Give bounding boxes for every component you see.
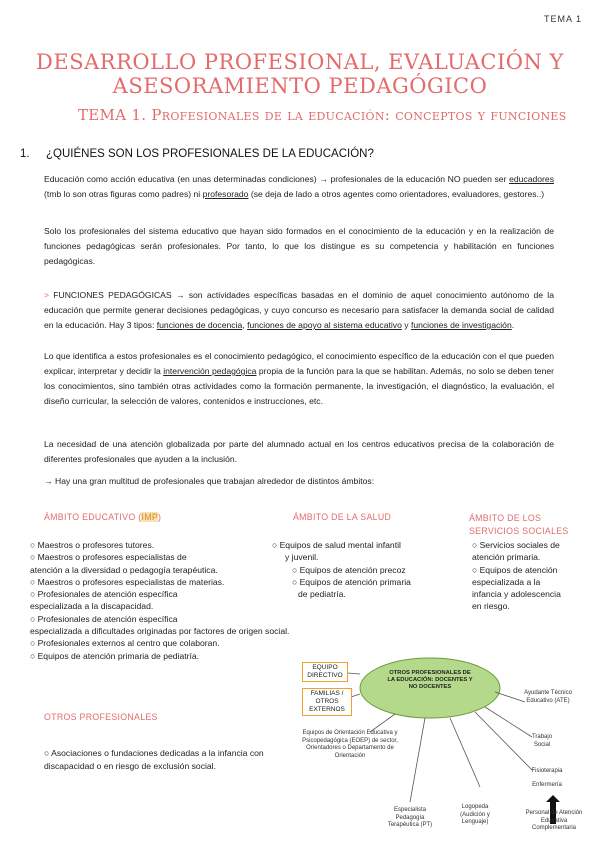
diagram-al: Logopeda (Audición y Lenguaje) [460,804,490,825]
list-item: ○ Maestros o profesores especialistas de materias. [30,576,225,587]
diagram-personal-complementario: Personal de Atención Educativa Complementaria [525,810,583,831]
paragraph-2: Solo los profesionales del sistema educativo que hayan sido formados en el conocimiento de la educación y en la realización de funciones pedagógicas serán profesionales. Por tanto, lo que los distingue es su competencia y habilitación en funciones pedagógicas. [44,226,554,266]
section-number: 1. [20,148,30,160]
otros-text: ○ Asociaciones o fundaciones dedicadas a la infancia con discapacidad o en riesgo de exclusión social. [44,748,264,771]
list-item: ○ Equipos de atención [472,564,558,575]
diagram-fisioterapia: Fisioterapia [531,768,563,774]
diagram-center: OTROS PROFESIONALES DE LA EDUCACIÓN: DOCENTES Y NO DOCENTES [387,670,473,690]
list-item: ○ Profesionales de atención específica [30,613,178,624]
ambito-social-heading: ÁMBITO DE LOS SERVICIOS SOCIALES [469,513,569,536]
diagram-trabajo-social: Trabajo Social [531,734,553,748]
list-item: especializada a la discapacidad. [30,601,154,612]
list-item: ○ Equipos de atención precoz [292,564,406,575]
paragraph-5: La necesidad de una atención globalizada por parte del alumnado actual en los centros educativos precisa de la colaboración de diferentes profesionales que ayuden a la inclusión. [44,439,554,464]
list-item: ○ Servicios sociales de [472,540,560,550]
diagram-ayudante: Ayudante Técnico Educativo (ATE) [524,690,572,704]
term-profesorado: profesorado [202,189,249,199]
term-docencia: funciones de docencia [156,320,243,330]
term-educadores: educadores [509,174,554,184]
paragraph-funciones: > FUNCIONES PEDAGÓGICAS → son actividades específicas basadas en el dominio de aquel conocimiento autónomo de la educación que permite generar decisiones pedagógicas, y cuyo concurso es necesario para satisfacer la demanda social de calidad en la educación. Hay 3 tipos: funciones de docencia, funciones de apoyo al sistema educativo y funciones de investigación. [44,290,554,330]
ambito-social-list [472,539,592,613]
diagram-equipo-directivo: EQUIPO DIRECTIVO [302,662,348,682]
list-item: y juvenil. [285,552,319,563]
diagram-enfermeria: Enfermería [532,782,562,788]
list-item: infancia y adolescencia [472,589,561,600]
paragraph-4: Lo que identifica a estos profesionales es el conocimiento pedagógico, el conocimiento específico de la educación con el que pueden explicar, interpretar y decidir la intervención pedagógica propia de la función para la que se habilitan. Además, no solo se deben tener los conocimientos, sino también otras actividades como la formación permanente, la investigación, el diagnóstico, la evaluación, el diseño curricular, la selección de valores, contenidos e instrucciones, etc. [44,351,554,406]
ambito-salud-list [272,539,442,600]
list-item: ○ Profesionales externos al centro que colaboran. [30,638,220,649]
list-item: ○ Equipos de salud mental infantil [272,540,401,550]
page-title: DESARROLLO PROFESIONAL, EVALUACIÓN Y ASESORAMIENTO PEDAGÓGICO [36,50,564,98]
section-heading [20,148,374,160]
highlight-imp: IMP [141,512,158,522]
diagram-pt: Especialista Pedagogía Terapéutica (PT) [387,807,433,828]
diagram-equipos-orientacion: Equipos de Orientación Educativa y Psicopedagógica (EOEP) de sector, Orientadores o Departamento de Orientación [302,730,398,759]
ambito-educativo-heading: ÁMBITO EDUCATIVO (IMP) [44,512,162,522]
section-title: ¿QUIÉNES SON LOS PROFESIONALES DE LA EDUCACIÓN? [46,148,374,160]
list-item: ○ Equipos de atención primaria de pediatría. [30,650,200,661]
list-item: de pediatría. [298,589,346,600]
otros-heading: OTROS PROFESIONALES [44,712,158,722]
diagram-profesionales [300,652,590,842]
list-item: ○ Maestros o profesores tutores. [30,540,155,550]
bullet-marker: > [44,290,50,300]
ambito-salud-heading: ÁMBITO DE LA SALUD [293,512,392,522]
list-item: especializada a la [472,576,541,587]
term-investigacion: funciones de investigación [410,320,512,330]
paragraph-6: → Hay una gran multitud de profesionales que trabajan alrededor de distintos ámbitos: [44,476,375,486]
list-item: ○ Equipos de atención primaria [292,576,411,587]
list-item: especializada a dificultades originadas por factores de origen social. [30,626,290,637]
header-tag: TEMA 1 [543,14,582,24]
paragraph-1: Educación como acción educativa (en unas determinadas condiciones) → profesionales de la educación NO pueden ser educadores (tmb lo son otras figuras como padres) ni profesorado (se deja de lado a otros agentes como orientadores, evaluadores, gestores..) [44,174,554,199]
list-item: ○ Maestros o profesores especialistas de [30,552,187,563]
diagram-familias: FAMILIAS / OTROS EXTERNOS [302,688,352,716]
term-apoyo: funciones de apoyo al sistema educativo [247,320,402,330]
page-subtitle: TEMA 1. Profesionales de la educación: conceptos y funciones [78,106,567,124]
list-item: atención a la diversidad o pedagogía terapéutica. [30,564,218,575]
list-item: ○ Profesionales de atención específica [30,589,178,600]
list-item: en riesgo. [472,601,510,612]
list-item: atención primaria. [472,552,541,563]
term-intervencion: intervención pedagógica [163,366,257,376]
